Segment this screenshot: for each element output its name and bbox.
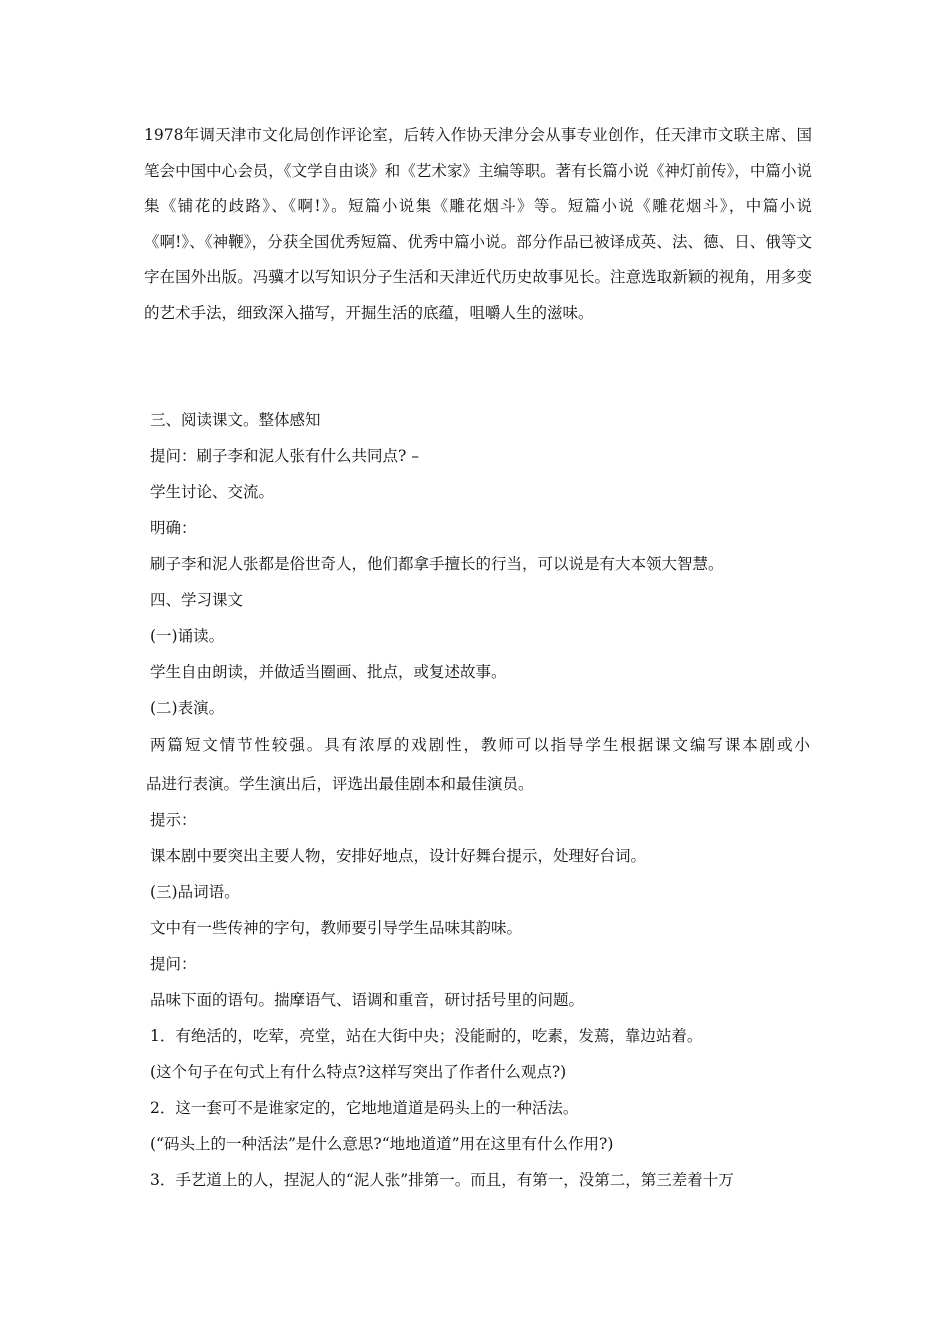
question-text: 品味下面的语句。揣摩语气、语调和重音，研讨括号里的问题。 <box>150 991 585 1009</box>
part-3-title: (三)品词语。 <box>150 883 240 901</box>
item-1-question: (这个句子在句式上有什么特点?这样写突出了作者什么观点?) <box>150 1063 567 1081</box>
hint-label: 提示： <box>150 811 197 829</box>
section-3-clarify-label: 明确： <box>150 519 197 537</box>
item-2-question: (“码头上的一种活法”是什么意思?“地地道道”用在这里有什么作用?) <box>150 1135 614 1153</box>
question-label: 提问： <box>150 955 197 973</box>
part-2-title: (二)表演。 <box>150 699 225 717</box>
part-2-text-line-1: 两篇短文情节性较强。具有浓厚的戏剧性，教师可以指导学生根据课文编写课本剧或小 <box>150 736 810 754</box>
item-2: 2．这一套可不是谁家定的，它地地道道是码头上的一种活法。 <box>150 1099 579 1117</box>
item-1: 1．有绝活的，吃荤，亮堂，站在大街中央；没能耐的，吃素，发蔫，靠边站着。 <box>150 1027 703 1045</box>
section-3-question: 提问：刷子李和泥人张有什么共同点? – <box>150 447 419 465</box>
hint-text: 课本剧中要突出主要人物，安排好地点，设计好舞台提示，处理好台词。 <box>150 847 647 865</box>
part-3-text: 文中有一些传神的字句，教师要引导学生品味其韵味。 <box>150 919 523 937</box>
section-4-heading: 四、学习课文 <box>150 591 244 609</box>
item-3: 3．手艺道上的人，捏泥人的“泥人张”排第一。而且，有第一，没第二，第三差着十万 <box>150 1171 734 1189</box>
part-1-text: 学生自由朗读，并做适当圈画、批点，或复述故事。 <box>150 663 507 681</box>
part-2-text-line-2: 品进行表演。学生演出后，评选出最佳剧本和最佳演员。 <box>146 775 534 793</box>
section-3-activity: 学生讨论、交流。 <box>150 483 275 501</box>
section-3-clarify-text: 刷子李和泥人张都是俗世奇人，他们都拿手擅长的行当，可以说是有大本领大智慧。 <box>150 555 724 573</box>
part-1-title: (一)诵读。 <box>150 627 225 645</box>
author-bio-paragraph: 1978年调天津市文化局创作评论室，后转入作协天津分会从事专业创作，任天津市文联主席、国笔会中国中心会员，《文学自由谈》和《艺术家》主编等职。著有长篇小说《神灯前传》，中篇小说集《铺花的歧路》、《啊!》。短篇小说集《雕花烟斗》等。短篇小说《雕花烟斗》，中篇小说《啊!》、《神鞭》，分获全国优秀短篇、优秀中篇小说。部分作品已被译成英、法、德、日、俄等文字在国外出版。冯骥才以写知识分子生活和天津近代历史故事见长。注意选取新颖的视角，用多变的艺术手法，细致深入描写，开掘生活的底蕴，咀嚼人生的滋味。 <box>144 126 812 322</box>
section-3-heading: 三、阅读课文。整体感知 <box>150 411 321 429</box>
